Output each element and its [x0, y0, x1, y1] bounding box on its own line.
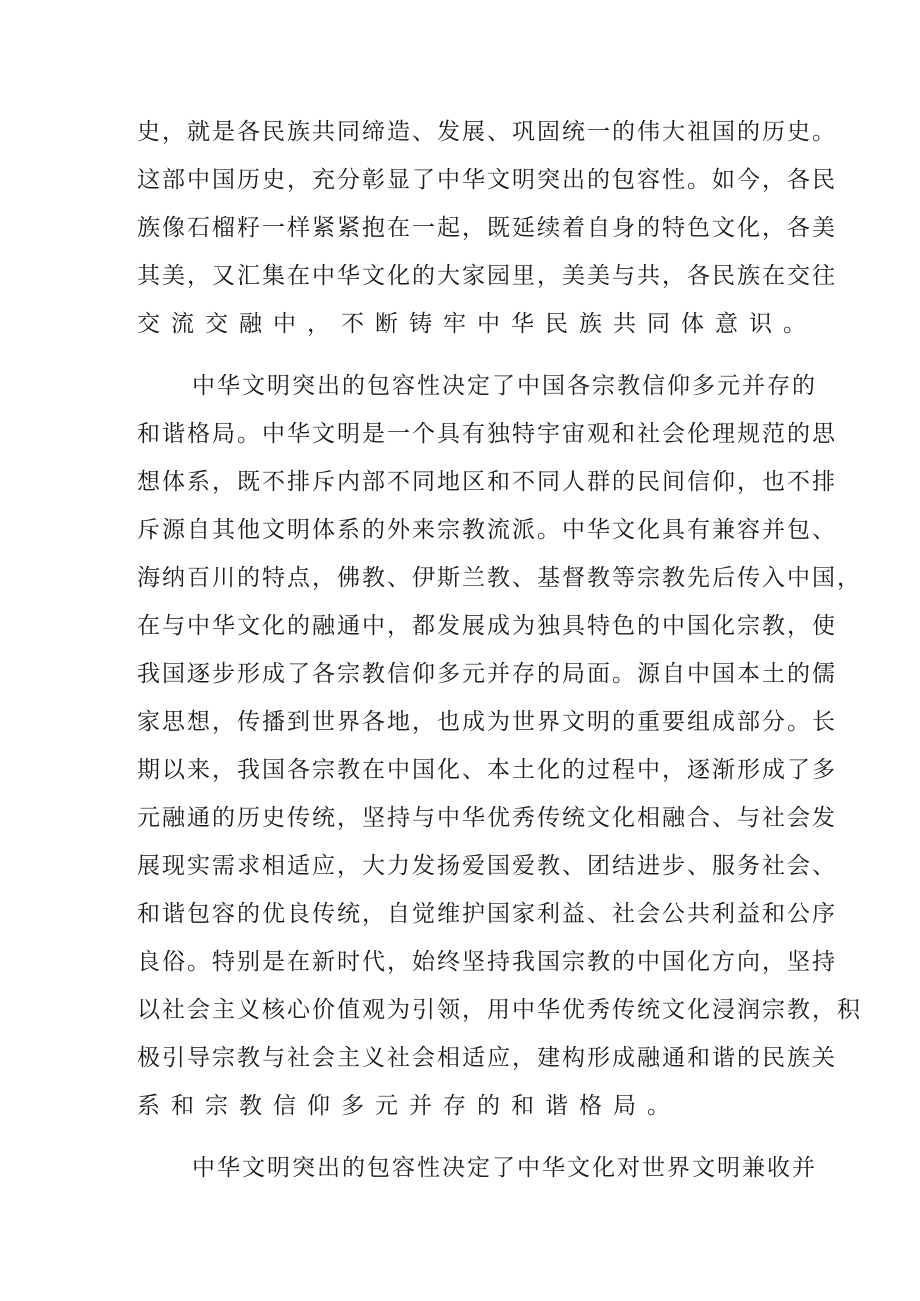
text-line: 海纳百川的特点，佛教、伊斯兰教、基督教等宗教先后传入中国，	[137, 565, 862, 591]
text-line: 在与中华文化的融通中，都发展成为独具特色的中国化宗教，使	[137, 613, 837, 639]
paragraph-1	[137, 108, 837, 348]
text-line: 其美，又汇集在中华文化的大家园里，美美与共，各民族在交往	[137, 263, 837, 289]
text-line: 极引导宗教与社会主义社会相适应，建构形成融通和谐的民族关	[137, 1045, 837, 1071]
text-line: 以社会主义核心价值观为引领，用中华优秀传统文化浸润宗教，积	[137, 997, 862, 1023]
text-line: 想体系，既不排斥内部不同地区和不同人群的民间信仰，也不排	[137, 469, 837, 495]
text-line: 和谐包容的优良传统，自觉维护国家利益、社会公共利益和公序	[137, 901, 837, 927]
text-line: 展现实需求相适应，大力发扬爱国爱教、团结进步、服务社会、	[137, 853, 837, 879]
text-line: 史，就是各民族共同缔造、发展、巩固统一的伟大祖国的历史。	[137, 119, 837, 145]
text-line: 斥源自其他文明体系的外来宗教流派。中华文化具有兼容并包、	[137, 517, 837, 543]
document-page	[137, 108, 862, 1206]
text-line: 交流交融中，不断铸牢中华民族共同体意识。	[137, 311, 817, 337]
text-line: 家思想，传播到世界各地，也成为世界文明的重要组成部分。长	[137, 709, 837, 735]
text-line: 我国逐步形成了各宗教信仰多元并存的局面。源自中国本土的儒	[137, 661, 837, 687]
text-line: 和谐格局。中华文明是一个具有独特宇宙观和社会伦理规范的思	[137, 421, 837, 447]
text-line: 期以来，我国各宗教在中国化、本土化的过程中，逐渐形成了多	[137, 757, 837, 783]
text-line: 族像石榴籽一样紧紧抱在一起，既延续着自身的特色文化，各美	[137, 215, 837, 241]
text-line: 元融通的历史传统，坚持与中华优秀传统文化相融合、与社会发	[137, 805, 837, 831]
text-line: 中华文明突出的包容性决定了中华文化对世界文明兼收并	[192, 1155, 817, 1181]
text-line: 中华文明突出的包容性决定了中国各宗教信仰多元并存的	[192, 373, 817, 399]
text-line: 良俗。特别是在新时代，始终坚持我国宗教的中国化方向，坚持	[137, 949, 837, 975]
paragraph-3	[137, 1144, 817, 1192]
text-line: 这部中国历史，充分彰显了中华文明突出的包容性。如今，各民	[137, 167, 837, 193]
paragraph-2	[137, 362, 862, 1130]
text-line: 系和宗教信仰多元并存的和谐格局。	[137, 1093, 681, 1119]
